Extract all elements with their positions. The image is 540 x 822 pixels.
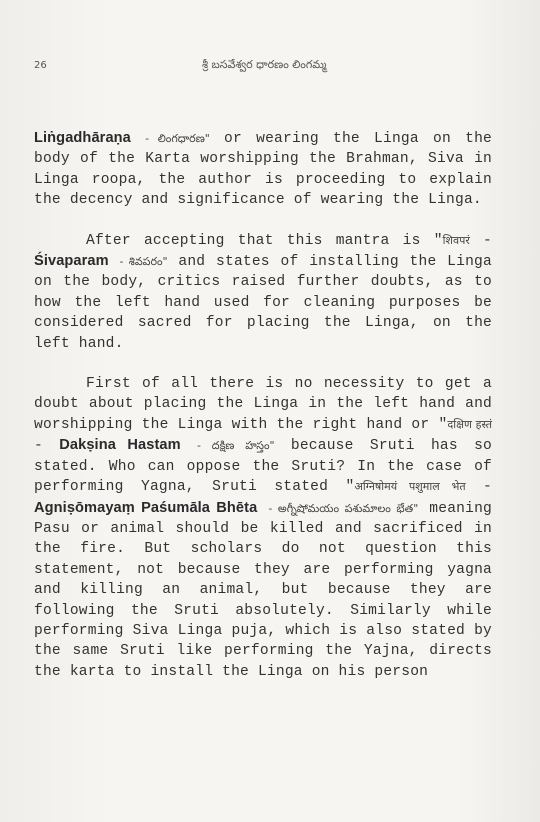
- running-title: శ్రీ బసవేశ్వర ధారణం లింగమ్మ: [202, 58, 327, 71]
- paragraph-3-text-start: First of all there is no necessity to get a doubt about placing the Linga in the left hand and worshipping the Linga with the right hand or ": [34, 376, 492, 433]
- term-sivaparam-script: - శివపరం": [119, 255, 168, 269]
- paragraph-2-text-start: After accepting that this mantra is ": [86, 232, 443, 249]
- term-separator: -: [469, 232, 492, 249]
- body-text: [34, 128, 492, 702]
- paragraph-2: [34, 231, 492, 354]
- page-header: [30, 58, 510, 76]
- term-sivaparam-devanagari: शिवपरं: [442, 233, 470, 247]
- term-agnishomayam: Agniṣōmayaṃ Paśumāla Bhēta: [34, 499, 258, 516]
- term-dakshina-hastam: Dakṣina Hastam: [59, 437, 181, 454]
- term-separator: -: [34, 438, 60, 455]
- paragraph-1: [34, 128, 492, 211]
- paragraph-3: [34, 374, 492, 682]
- term-separator: -: [465, 479, 492, 496]
- term-agnishomayam-devanagari: अग्निषोमयं पशुमाल भेत: [354, 480, 466, 494]
- paragraph-3-text-mid: because Sruti has so stated. Who can oppose the Sruti? In the case of performing Yagna, Sruti stated ": [34, 438, 493, 496]
- paragraph-3-text-end: meaning Pasu or animal should be killed and sacrificed in the fire. But scholars do not question this statement, not because they are performing yagna and killing an animal, but because they are following the Sruti absolutely. Similarly while performing Siva Linga puja, which is also stated by the same Sruti like performing the Yajna, directs the karta to install the Linga on his person: [34, 500, 493, 680]
- paragraph-1-text: or wearing the Linga on the body of the Karta worshipping the Brahman, Siva in Linga roopa, the author is proceeding to explain the decency and significance of wearing the Linga.: [34, 131, 492, 209]
- paragraph-2-text-end: and states of installing the Linga on the body, critics raised further doubts, as to how the left hand used for cleaning purposes be considered sacred for placing the Linga, on the left hand.: [34, 254, 492, 352]
- term-dakshina-hastam-devanagari: दक्षिण हस्तं: [447, 417, 492, 431]
- term-dakshina-hastam-script: - దక్షిణ హస్తం": [197, 439, 275, 453]
- term-sivaparam: Śivaparam: [34, 253, 109, 270]
- page-number: 26: [34, 60, 47, 71]
- term-lingadharana-script: - లింగధారణ": [145, 132, 210, 145]
- term-lingadharana: Liṅgadhāraṇa: [34, 130, 131, 146]
- term-agnishomayam-script: - అగ్నీషోమయం పశుమాలం భేత": [268, 501, 419, 515]
